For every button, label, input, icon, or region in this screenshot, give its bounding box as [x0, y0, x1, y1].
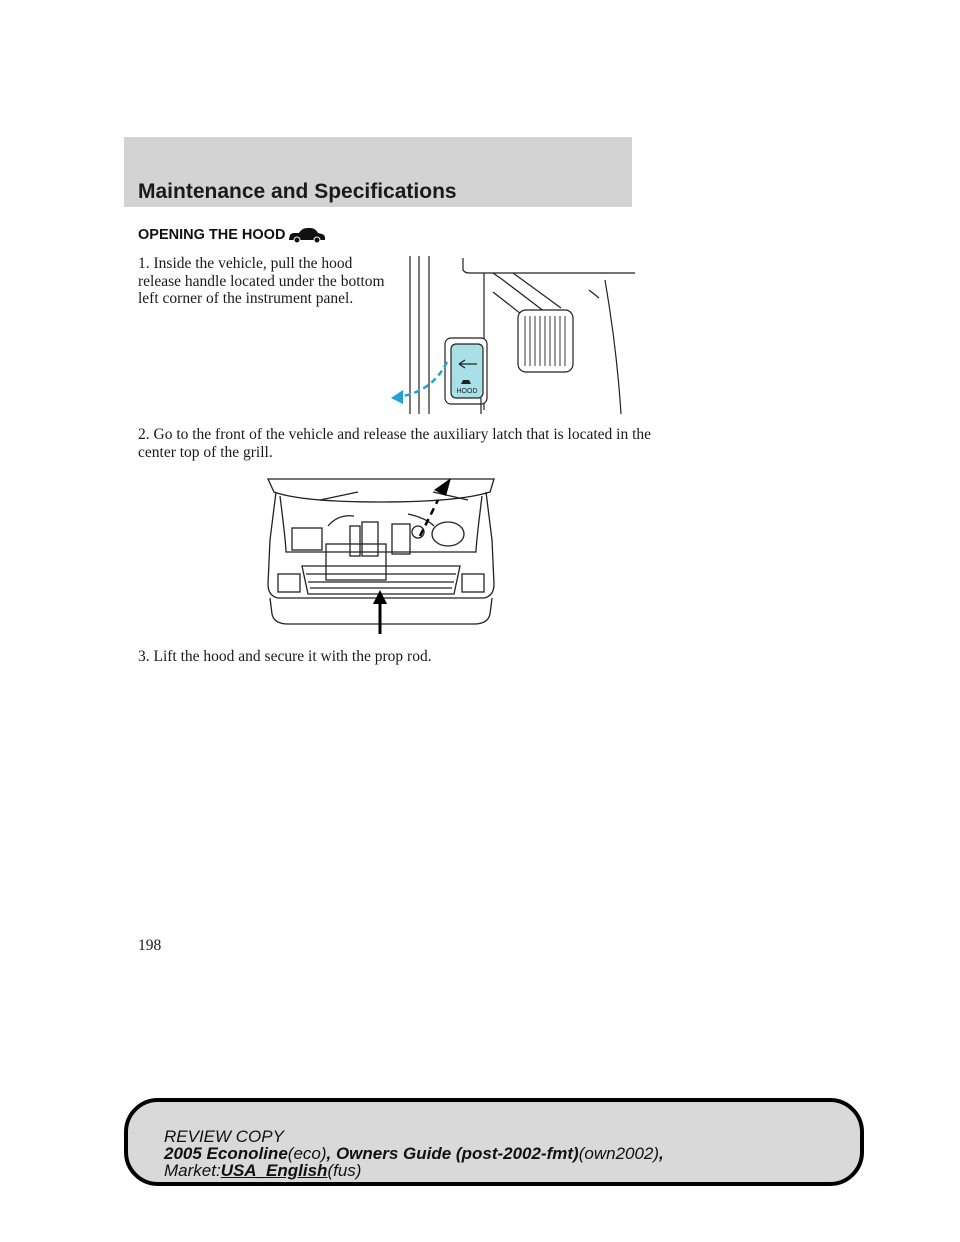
footer-model-line: 2005 Econoline(eco), Owners Guide (post-2002-fmt)(own2002),: [164, 1144, 664, 1163]
step-2-text: 2. Go to the front of the vehicle and release the auxiliary latch that is located in the center top of the grill.: [138, 426, 652, 461]
hood-label: HOOD: [456, 388, 478, 395]
section-heading-text: OPENING THE HOOD: [138, 227, 286, 243]
step-3-text: 3. Lift the hood and secure it with the prop rod.: [138, 648, 432, 665]
header-band: [124, 137, 632, 207]
review-copy-label: REVIEW COPY: [164, 1127, 284, 1146]
page-title: Maintenance and Specifications: [138, 180, 457, 203]
auxiliary-latch-arrow: [373, 590, 387, 604]
footer-review-box: [124, 1098, 864, 1186]
footer-text: [164, 1128, 664, 1179]
engine-compartment-illustration: [258, 474, 503, 636]
hood-release-illustration: [385, 250, 635, 416]
section-heading: [138, 225, 327, 245]
step-1-text: 1. Inside the vehicle, pull the hood release handle located under the bottom left corner of the instrument panel.: [138, 255, 385, 308]
footer-market-line: Market:USA_English(fus): [164, 1161, 362, 1180]
car-icon: [287, 225, 327, 245]
page-number: 198: [138, 937, 162, 954]
